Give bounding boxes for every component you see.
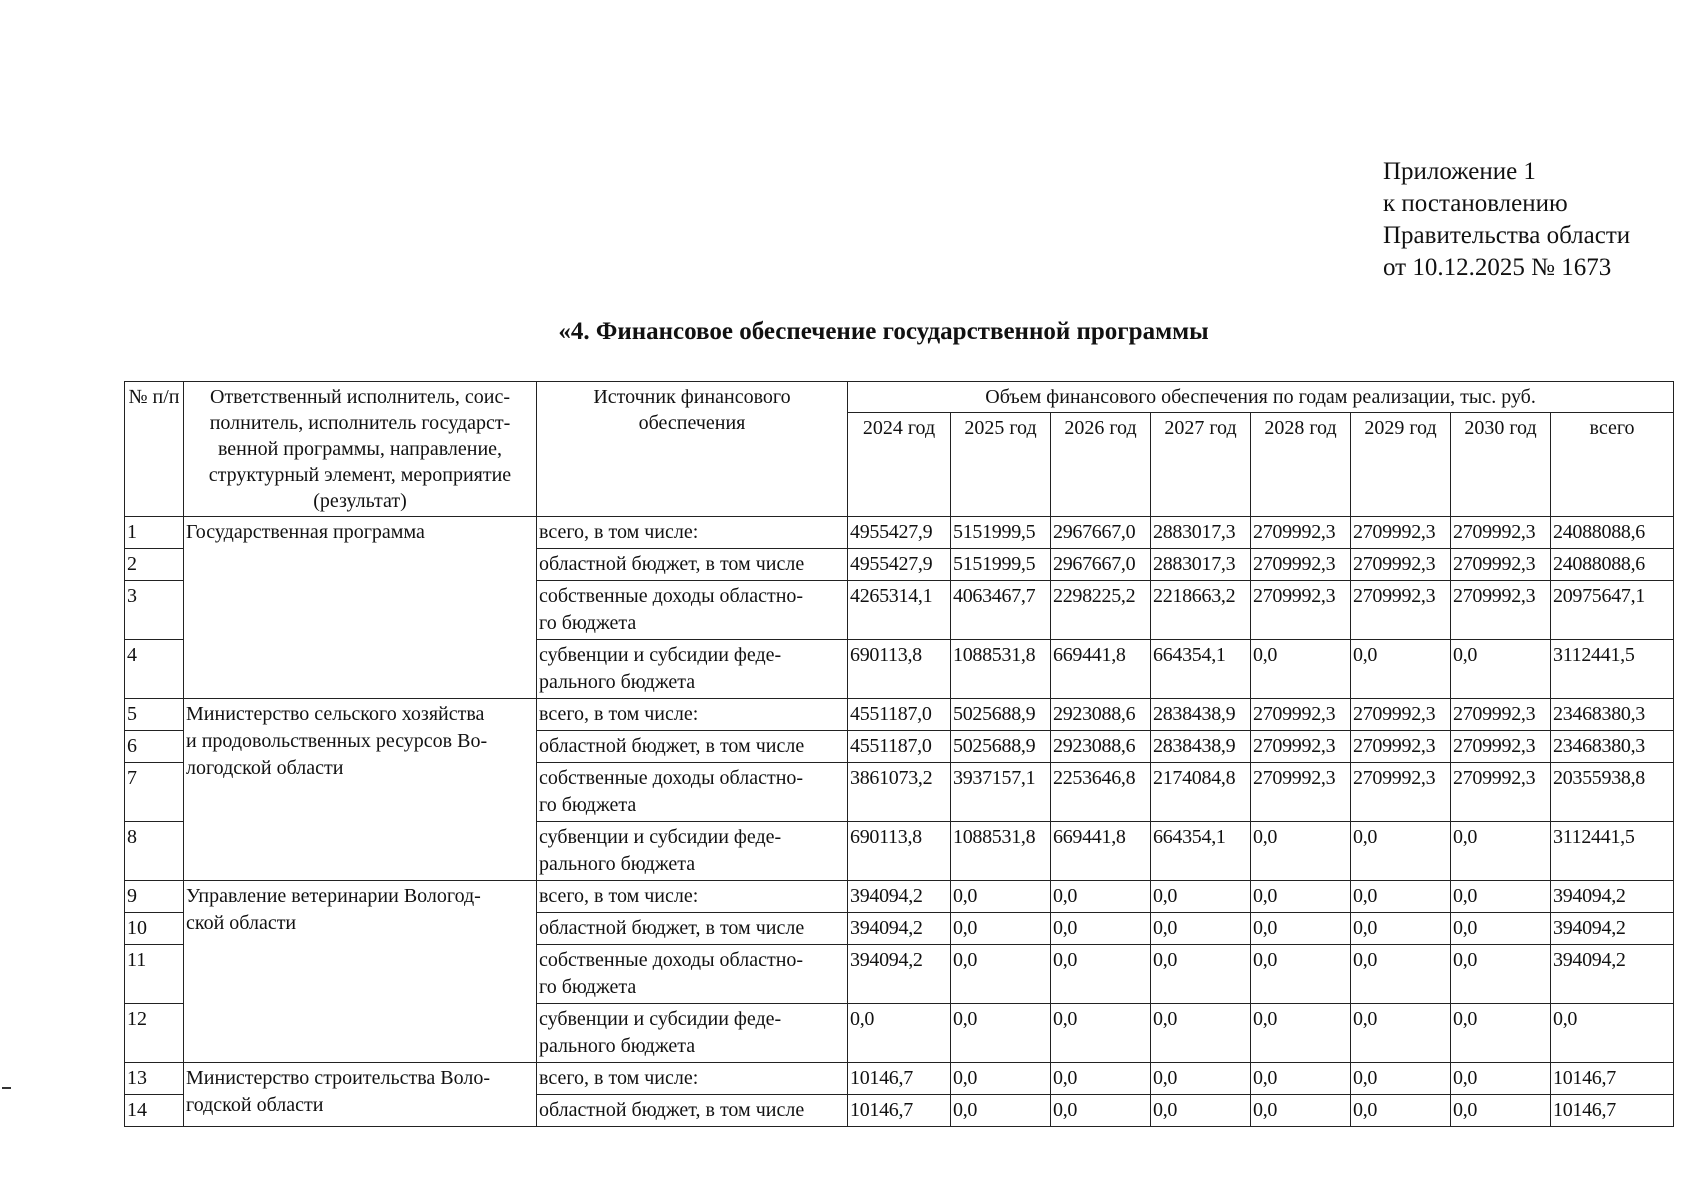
header-year: 2024 год — [848, 413, 951, 517]
year-value-cell: 0,0 — [951, 881, 1051, 913]
year-value-cell: 3861073,2 — [848, 763, 951, 822]
year-value-cell: 0,0 — [1351, 1095, 1451, 1127]
document-title: «4. Финансовое обеспечение государственной программы — [558, 318, 1209, 345]
year-value-cell: 2709992,3 — [1451, 581, 1551, 640]
year-value-cell: 0,0 — [1151, 945, 1251, 1004]
year-value-cell: 2709992,3 — [1251, 731, 1351, 763]
row-number: 1 — [125, 517, 184, 549]
year-value-cell: 2174084,8 — [1151, 763, 1251, 822]
year-value-cell: 2709992,3 — [1351, 549, 1451, 581]
header-executor-line: структурный элемент, мероприятие — [208, 464, 512, 486]
year-value-cell: 2218663,2 — [1151, 581, 1251, 640]
year-value-cell: 394094,2 — [848, 945, 951, 1004]
year-value-cell: 0,0 — [1351, 640, 1451, 699]
executor-line: Управление ветеринарии Вологод- — [186, 885, 481, 907]
year-value-cell: 2709992,3 — [1251, 549, 1351, 581]
year-value-cell: 0,0 — [1451, 822, 1551, 881]
total-value-cell: 10146,7 — [1551, 1063, 1674, 1095]
year-value-cell: 690113,8 — [848, 822, 951, 881]
year-value-cell: 2709992,3 — [1251, 517, 1351, 549]
year-value-cell: 0,0 — [1151, 1004, 1251, 1063]
source-cell: всего, в том числе: — [537, 699, 848, 731]
year-value-cell: 0,0 — [1051, 945, 1151, 1004]
financing-table — [124, 381, 1674, 1127]
total-value-cell: 23468380,3 — [1551, 699, 1674, 731]
header-year: 2025 год — [951, 413, 1051, 517]
header-source-line: обеспечения — [638, 412, 746, 434]
source-line: рального бюджета — [539, 671, 696, 693]
approval-block — [1383, 156, 1630, 284]
total-value-cell: 10146,7 — [1551, 1095, 1674, 1127]
row-number: 14 — [125, 1095, 184, 1127]
year-value-cell: 0,0 — [1251, 945, 1351, 1004]
year-value-cell: 0,0 — [1451, 1063, 1551, 1095]
year-value-cell: 1088531,8 — [951, 822, 1051, 881]
executor-cell — [184, 881, 537, 1063]
executor-cell — [184, 517, 537, 699]
source-line: го бюджета — [539, 794, 637, 816]
executor-line: Государственная программа — [186, 521, 425, 543]
header-num-text: № п/п — [128, 386, 180, 408]
year-value-cell: 2709992,3 — [1251, 699, 1351, 731]
source-cell: всего, в том числе: — [537, 881, 848, 913]
source-cell: областной бюджет, в том числе — [537, 731, 848, 763]
year-value-cell: 5025688,9 — [951, 731, 1051, 763]
header-num — [125, 382, 184, 517]
year-value-cell: 2883017,3 — [1151, 549, 1251, 581]
executor-line: ской области — [186, 912, 297, 934]
year-value-cell: 0,0 — [1251, 822, 1351, 881]
table-row — [125, 517, 1674, 549]
header-executor-line: (результат) — [313, 490, 407, 512]
total-value-cell: 23468380,3 — [1551, 731, 1674, 763]
year-value-cell: 0,0 — [1351, 913, 1451, 945]
year-value-cell: 0,0 — [1051, 1063, 1151, 1095]
source-line: собственные доходы областно- — [539, 949, 804, 971]
year-value-cell: 5151999,5 — [951, 517, 1051, 549]
table-row — [125, 881, 1674, 913]
source-line: рального бюджета — [539, 1035, 696, 1057]
year-value-cell: 0,0 — [1051, 913, 1151, 945]
year-value-cell: 0,0 — [951, 1063, 1051, 1095]
total-value-cell: 3112441,5 — [1551, 640, 1674, 699]
source-cell — [537, 581, 848, 640]
header-year: 2026 год — [1051, 413, 1151, 517]
year-value-cell: 2709992,3 — [1451, 549, 1551, 581]
year-value-cell: 0,0 — [951, 913, 1051, 945]
executor-cell — [184, 699, 537, 881]
year-value-cell: 10146,7 — [848, 1063, 951, 1095]
source-line: субвенции и субсидии феде- — [539, 644, 782, 666]
total-value-cell: 394094,2 — [1551, 881, 1674, 913]
executor-line: годской области — [186, 1094, 324, 1116]
year-value-cell: 2709992,3 — [1251, 763, 1351, 822]
total-value-cell: 20975647,1 — [1551, 581, 1674, 640]
year-value-cell: 3937157,1 — [951, 763, 1051, 822]
year-value-cell: 5151999,5 — [951, 549, 1051, 581]
year-value-cell: 394094,2 — [848, 913, 951, 945]
year-value-cell: 2838438,9 — [1151, 731, 1251, 763]
header-volume: Объем финансового обеспечения по годам реализации, тыс. руб. — [848, 382, 1674, 413]
header-year: 2030 год — [1451, 413, 1551, 517]
year-value-cell: 2838438,9 — [1151, 699, 1251, 731]
row-number: 10 — [125, 913, 184, 945]
year-value-cell: 4955427,9 — [848, 549, 951, 581]
year-value-cell: 2709992,3 — [1451, 517, 1551, 549]
year-value-cell: 4063467,7 — [951, 581, 1051, 640]
header-source — [537, 382, 848, 517]
source-cell — [537, 763, 848, 822]
executor-line: и продовольственных ресурсов Во- — [186, 730, 488, 752]
row-number: 4 — [125, 640, 184, 699]
approval-line-1: Приложение 1 — [1383, 158, 1536, 185]
total-value-cell: 394094,2 — [1551, 913, 1674, 945]
year-value-cell: 0,0 — [1351, 822, 1451, 881]
row-number: 7 — [125, 763, 184, 822]
header-year: 2029 год — [1351, 413, 1451, 517]
source-line: го бюджета — [539, 976, 637, 998]
executor-line: Министерство строительства Воло- — [186, 1067, 490, 1089]
year-value-cell: 0,0 — [1051, 1004, 1151, 1063]
year-value-cell: 690113,8 — [848, 640, 951, 699]
year-value-cell: 0,0 — [1051, 881, 1151, 913]
total-value-cell: 394094,2 — [1551, 945, 1674, 1004]
year-value-cell: 0,0 — [1251, 1004, 1351, 1063]
year-value-cell: 2709992,3 — [1251, 581, 1351, 640]
header-year: 2028 год — [1251, 413, 1351, 517]
total-value-cell: 24088088,6 — [1551, 549, 1674, 581]
table-header — [125, 382, 1674, 517]
source-cell: областной бюджет, в том числе — [537, 913, 848, 945]
year-value-cell: 0,0 — [1151, 881, 1251, 913]
approval-line-4: от 10.12.2025 № 1673 — [1383, 254, 1612, 281]
year-value-cell: 1088531,8 — [951, 640, 1051, 699]
source-cell: всего, в том числе: — [537, 1063, 848, 1095]
row-number: 8 — [125, 822, 184, 881]
table-body — [125, 517, 1674, 1127]
year-value-cell: 2883017,3 — [1151, 517, 1251, 549]
year-value-cell: 10146,7 — [848, 1095, 951, 1127]
year-value-cell: 2709992,3 — [1351, 517, 1451, 549]
table-row — [125, 1063, 1674, 1095]
year-value-cell: 0,0 — [1351, 881, 1451, 913]
header-year: 2027 год — [1151, 413, 1251, 517]
source-line: субвенции и субсидии феде- — [539, 1008, 782, 1030]
source-line: субвенции и субсидии феде- — [539, 826, 782, 848]
year-value-cell: 664354,1 — [1151, 640, 1251, 699]
year-value-cell: 0,0 — [1451, 1004, 1551, 1063]
row-number: 12 — [125, 1004, 184, 1063]
source-cell: областной бюджет, в том числе — [537, 549, 848, 581]
year-value-cell: 0,0 — [1151, 1095, 1251, 1127]
year-value-cell: 664354,1 — [1151, 822, 1251, 881]
year-value-cell: 2709992,3 — [1351, 581, 1451, 640]
source-cell — [537, 945, 848, 1004]
header-executor-line: венной программы, направление, — [217, 438, 503, 460]
row-number: 2 — [125, 549, 184, 581]
header-executor — [184, 382, 537, 517]
executor-line: Министерство сельского хозяйства — [186, 703, 485, 725]
year-value-cell: 394094,2 — [848, 881, 951, 913]
year-value-cell: 4551187,0 — [848, 699, 951, 731]
source-line: собственные доходы областно- — [539, 585, 804, 607]
table-row — [125, 699, 1674, 731]
year-value-cell: 4955427,9 — [848, 517, 951, 549]
year-value-cell: 0,0 — [951, 1095, 1051, 1127]
year-value-cell: 0,0 — [1351, 945, 1451, 1004]
executor-line: логодской области — [186, 757, 344, 779]
year-value-cell: 2298225,2 — [1051, 581, 1151, 640]
year-value-cell: 5025688,9 — [951, 699, 1051, 731]
header-total: всего — [1551, 413, 1674, 517]
executor-cell — [184, 1063, 537, 1127]
approval-line-3: Правительства области — [1383, 222, 1631, 249]
total-value-cell: 0,0 — [1551, 1004, 1674, 1063]
total-value-cell: 3112441,5 — [1551, 822, 1674, 881]
total-value-cell: 20355938,8 — [1551, 763, 1674, 822]
source-cell — [537, 1004, 848, 1063]
year-value-cell: 2709992,3 — [1351, 699, 1451, 731]
margin-mark — [2, 1087, 11, 1089]
year-value-cell: 4265314,1 — [848, 581, 951, 640]
year-value-cell: 2709992,3 — [1451, 763, 1551, 822]
source-line: рального бюджета — [539, 853, 696, 875]
year-value-cell: 4551187,0 — [848, 731, 951, 763]
source-line: го бюджета — [539, 612, 637, 634]
year-value-cell: 0,0 — [1451, 945, 1551, 1004]
header-source-line: Источник финансового — [593, 386, 791, 408]
year-value-cell: 0,0 — [1451, 640, 1551, 699]
year-value-cell: 0,0 — [1251, 1063, 1351, 1095]
source-line: собственные доходы областно- — [539, 767, 804, 789]
year-value-cell: 0,0 — [1251, 881, 1351, 913]
row-number: 5 — [125, 699, 184, 731]
year-value-cell: 0,0 — [1251, 640, 1351, 699]
year-value-cell: 2709992,3 — [1351, 731, 1451, 763]
year-value-cell: 2967667,0 — [1051, 517, 1151, 549]
year-value-cell: 2709992,3 — [1351, 763, 1451, 822]
row-number: 6 — [125, 731, 184, 763]
year-value-cell: 0,0 — [1251, 913, 1351, 945]
row-number: 3 — [125, 581, 184, 640]
year-value-cell: 0,0 — [1051, 1095, 1151, 1127]
approval-line-2: к постановлению — [1383, 190, 1568, 217]
year-value-cell: 0,0 — [951, 1004, 1051, 1063]
year-value-cell: 0,0 — [1451, 913, 1551, 945]
year-value-cell: 0,0 — [1451, 881, 1551, 913]
year-value-cell: 0,0 — [951, 945, 1051, 1004]
source-cell — [537, 822, 848, 881]
total-value-cell: 24088088,6 — [1551, 517, 1674, 549]
source-cell: областной бюджет, в том числе — [537, 1095, 848, 1127]
year-value-cell: 0,0 — [1351, 1004, 1451, 1063]
row-number: 9 — [125, 881, 184, 913]
year-value-cell: 2967667,0 — [1051, 549, 1151, 581]
year-value-cell: 2709992,3 — [1451, 699, 1551, 731]
year-value-cell: 0,0 — [1251, 1095, 1351, 1127]
year-value-cell: 669441,8 — [1051, 822, 1151, 881]
year-value-cell: 0,0 — [1151, 913, 1251, 945]
row-number: 13 — [125, 1063, 184, 1095]
year-value-cell: 2923088,6 — [1051, 699, 1151, 731]
year-value-cell: 2253646,8 — [1051, 763, 1151, 822]
header-executor-line: Ответственный исполнитель, соис- — [210, 386, 510, 408]
source-cell: всего, в том числе: — [537, 517, 848, 549]
year-value-cell: 0,0 — [1151, 1063, 1251, 1095]
year-value-cell: 669441,8 — [1051, 640, 1151, 699]
source-cell — [537, 640, 848, 699]
header-executor-line: полнитель, исполнитель государст- — [209, 412, 511, 434]
year-value-cell: 0,0 — [1351, 1063, 1451, 1095]
year-value-cell: 0,0 — [1451, 1095, 1551, 1127]
row-number: 11 — [125, 945, 184, 1004]
year-value-cell: 2923088,6 — [1051, 731, 1151, 763]
year-value-cell: 2709992,3 — [1451, 731, 1551, 763]
year-value-cell: 0,0 — [848, 1004, 951, 1063]
